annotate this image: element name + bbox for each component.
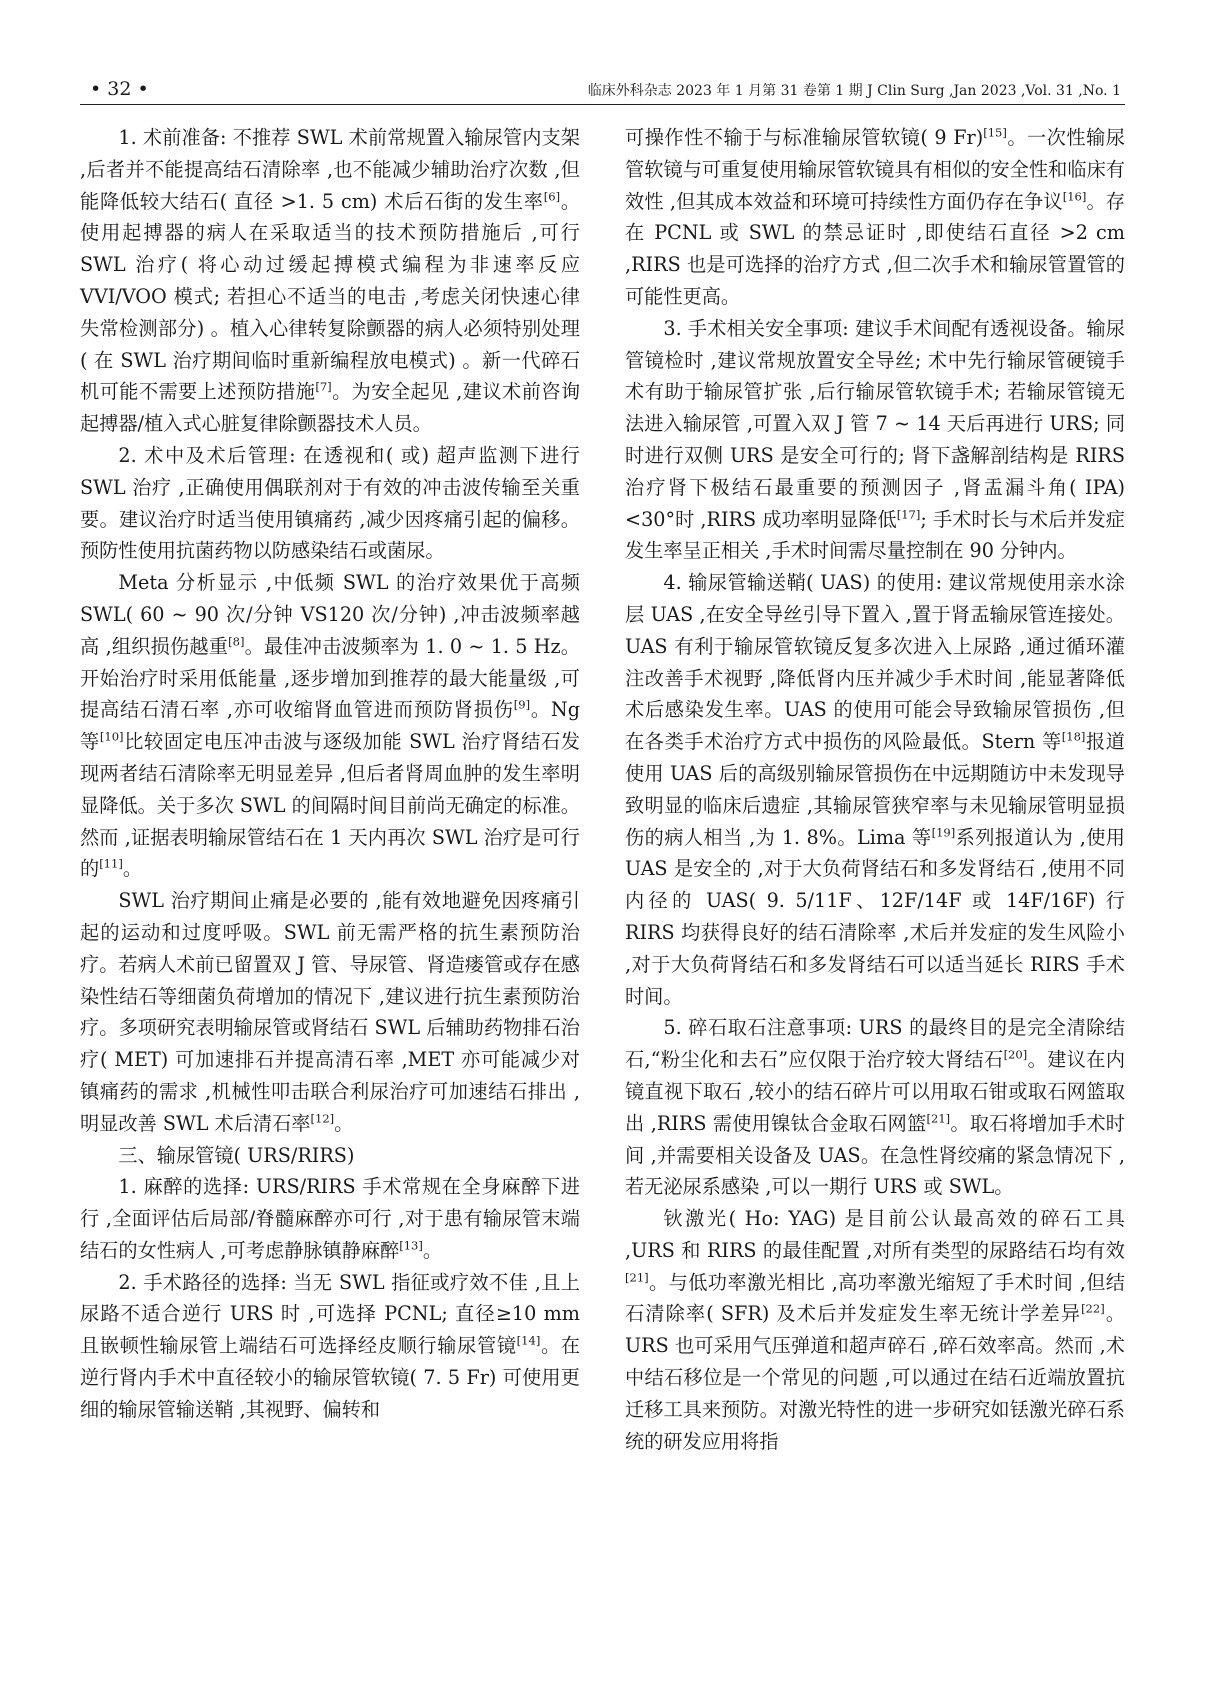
text-run: 。URS 也可采用气压弹道和超声碎石 ,碎石效率高。然而 ,术中结石移位是一个常见的问题 ,可以通过在结石近端放置抗迁移工具来预防。对激光特性的进一步研究如铥激光碎石系统的研发应用将指 [625, 1302, 1126, 1453]
text-run: 1. 麻醉的选择: URS/RIRS 手术常规在全身麻醉下进行 ,全面评估后局部/脊髓麻醉亦可行 ,对于患有输尿管末端结石的女性病人 ,可考虑静脉镇静麻醉 [80, 1175, 580, 1262]
text-run: 。一次性输尿管软镜与可重复使用输尿管软镜具有相似的安全性和临床有效性 ,但其成本效益和环境可持续性方面仍存在争议 [625, 126, 1125, 213]
paragraph [80, 122, 580, 440]
citation-ref: [18] [1061, 729, 1086, 744]
text-run: 。在逆行肾内手术中直径较小的输尿管软镜( 7. 5 Fr) 可使用更细的输尿管输送鞘 ,其视野、偏转和 [80, 1334, 581, 1421]
page-header [80, 64, 1125, 105]
journal-info: 临床外科杂志 2023 年 1 月第 31 卷第 1 期 J Clin Surg ,Jan 2023 ,Vol. 31 ,No. 1 [587, 83, 1121, 99]
text-run: 4. 输尿管输送鞘( UAS) 的使用: 建议常规使用亲水涂层 UAS ,在安全导丝引导下置入 ,置于肾盂输尿管连接处。UAS 有利于输尿管软镜反复多次进入上尿路 ,通过循环灌注改善手术视野 ,降低肾内压并减少手术时间 ,能显著降低术后感染发生率。UAS 的使用可能会导致输尿管损伤 ,但在各类手术治疗方式中损伤的风险最低。Stern 等 [625, 571, 1125, 754]
text-run: 。 [334, 1111, 354, 1135]
paragraph [80, 885, 580, 1139]
text-run: 3. 手术相关安全事项: 建议手术间配有透视设备。输尿管镜检时 ,建议常规放置安全导丝; 术中先行输尿管硬镜手术有助于输尿管扩张 ,后行输尿管软镜手术; 若输尿管镜无法进入输尿管 ,可置入双 J 管 7 ~ 14 天后再进行 URS; 同时进行双侧 URS 是安全可行的; 肾下盏解剖结构是 RIRS 治疗肾下极结石最重要的预测因子 ,肾盂漏斗角( IPA) <30°时 ,RIRS 成功率明显降低 [625, 316, 1125, 531]
text-run: 2. 手术路径的选择: 当无 SWL 指征或疗效不佳 ,且上尿路不适合逆行 URS 时 ,可选择 PCNL; 直径≥10 mm 且嵌顿性输尿管上端结石可选择经皮顺行输尿管镜 [80, 1270, 580, 1358]
left-column [80, 122, 580, 1426]
citation-ref: [22] [1081, 1302, 1105, 1317]
citation-ref: [17] [896, 507, 921, 522]
text-run: 。最佳冲击波频率为 1. 0 ~ 1. 5 Hz。开始治疗时采用低能量 ,逐步增加到推荐的最大能量级 ,可提高结石清石率 ,亦可收缩肾血管进而预防肾损伤 [80, 634, 580, 722]
citation-ref: [21] [926, 1111, 951, 1126]
citation-ref: [16] [1062, 189, 1087, 204]
citation-ref: [6] [543, 189, 561, 204]
citation-ref: [19] [931, 825, 956, 840]
citation-ref: [10] [99, 729, 124, 744]
text-run: 钬激光( Ho: YAG) 是目前公认最高效的碎石工具 ,URS 和 RIRS 的最佳配置 ,对所有类型的尿路结石均有效 [625, 1207, 1125, 1262]
paragraph [625, 1012, 1125, 1203]
text-run: Meta 分析显示 ,中低频 SWL 的治疗效果优于高频 SWL( 60 ~ 90 次/分钟 VS120 次/分钟) ,冲击波频率越高 ,组织损伤越重 [80, 571, 580, 658]
text-run: 5. 碎石取石注意事项: URS 的最终目的是完全清除结石,“粉尘化和去石”应仅限于治疗较大肾结石 [625, 1016, 1125, 1072]
paragraph [625, 313, 1125, 567]
text-run: 。 [122, 857, 143, 881]
text-run: 。为安全起见 ,建议术前咨询起搏器/植入式心脏复律除颤器技术人员。 [80, 380, 581, 436]
text-run: 。存在 PCNL 或 SWL 的禁忌证时 ,即使结石直径 >2 cm ,RIRS 也是可选择的治疗方式 ,但二次手术和输尿管置管的可能性更高。 [625, 189, 1125, 308]
citation-ref: [12] [310, 1111, 335, 1126]
citation-ref: [21] [625, 1270, 649, 1285]
text-run: 。使用起搏器的病人在采取适当的技术预防措施后 ,可行 SWL 治疗( 将心动过缓起搏模式编程为非速率反应 VVI/VOO 模式; 若担心不适当的电击 ,考虑关闭快速心律失常检测部分) 。植入心律转复除颤器的病人必须特别处理( 在 SWL 治疗期间临时重新编程放电模式) 。新一代碎石机可能不需要上述预防措施 [80, 189, 581, 404]
text-run: 可操作性不输于与标准输尿管软镜( 9 Fr) [625, 126, 984, 149]
page-number: • 32 • [90, 78, 149, 100]
paragraph [80, 1140, 580, 1172]
text-run: ; 手术时长与术后并发症发生率呈正相关 ,手术时间需尽量控制在 90 分钟内。 [625, 507, 1125, 563]
paragraph [80, 440, 580, 567]
citation-ref: [15] [983, 125, 1007, 140]
text-run: 。取石将增加手术时间 ,并需要相关设备及 UAS。在急性肾绞痛的紧急情况下 ,若无泌尿系感染 ,可以一期行 URS 或 SWL。 [625, 1111, 1125, 1199]
paragraph [80, 1171, 580, 1266]
text-run: 2. 术中及术后管理: 在透视和( 或) 超声监测下进行 SWL 治疗 ,正确使用偶联剂对于有效的冲击波传输至关重要。建议治疗时适当使用镇痛药 ,减少因疼痛引起的偏移。预防性使用抗菌药物以防感染结石或菌尿。 [80, 443, 580, 563]
text-run: 比较固定电压冲击波与逐级加能 SWL 治疗肾结石发现两者结石清除率无明显差异 ,但后者肾周血肿的发生率明显降低。关于多次 SWL 的间隔时间目前尚无确定的标准。然而 ,证据表明输尿管结石在 1 天内再次 SWL 治疗是可行的 [80, 730, 581, 881]
right-column [625, 122, 1125, 1457]
citation-ref: [7] [315, 379, 332, 394]
text-run: 。Ng 等 [80, 698, 580, 754]
text-run: 1. 术前准备: 不推荐 SWL 术前常规置入输尿管内支架 ,后者并不能提高结石清除率 ,也不能减少辅助治疗次数 ,但能降低较大结石( 直径 >1. 5 cm) 术后石街的发生率 [80, 126, 580, 213]
citation-ref: [13] [399, 1238, 423, 1253]
text-run: 。建议在内镜直视下取石 ,较小的结石碎片可以用取石钳或取石网篮取出 ,RIRS 需使用镍钛合金取石网篮 [625, 1048, 1126, 1135]
text-run: 报道使用 UAS 后的高级别输尿管损伤在中远期随访中未发现导致明显的临床后遗症 ,其输尿管狭窄率与未见输尿管明显损伤的病人相当 ,为 1. 8%。Lima 等 [625, 730, 1125, 849]
citation-ref: [14] [516, 1333, 541, 1348]
paragraph [625, 1203, 1125, 1457]
paragraph [625, 122, 1125, 313]
paragraph [625, 567, 1125, 1012]
citation-ref: [8] [228, 634, 245, 649]
text-run: 。与低功率激光相比 ,高功率激光缩短了手术时间 ,但结石清除率( SFR) 及术后并发症发生率无统计学差异 [625, 1270, 1125, 1326]
citation-ref: [11] [99, 856, 123, 871]
text-run: 。 [422, 1238, 443, 1262]
text-run: 系列报道认为 ,使用 UAS 是安全的 ,对于大负荷肾结石和多发肾结石 ,使用不同内径的 UAS( 9. 5/11F、12F/14F 或 14F/16F) 行 RIRS 均获得良好的结石清除率 ,术后并发症的发生风险小 ,对于大负荷肾结石和多发肾结石可以适当延长 RIRS 手术时间。 [625, 825, 1125, 1008]
paragraph [80, 1267, 580, 1426]
text-run: SWL 治疗期间止痛是必要的 ,能有效地避免因疼痛引起的运动和过度呼吸。SWL 前无需严格的抗生素预防治疗。若病人术前已留置双 J 管、导尿管、肾造瘘管或存在感染性结石等细菌负荷增加的情况下 ,建议进行抗生素预防治疗。多项研究表明输尿管或肾结石 SWL 后辅助药物排石治疗( MET) 可加速排石并提高清石率 ,MET 亦可能减少对镇痛药的需求 ,机械性叩击联合利尿治疗可加速结石排出 ,明显改善 SWL 术后清石率 [80, 889, 580, 1135]
text-run: 三、输尿管镜( URS/RIRS) [118, 1143, 355, 1167]
paragraph [80, 567, 580, 885]
citation-ref: [9] [513, 697, 531, 712]
citation-ref: [20] [1003, 1047, 1028, 1062]
